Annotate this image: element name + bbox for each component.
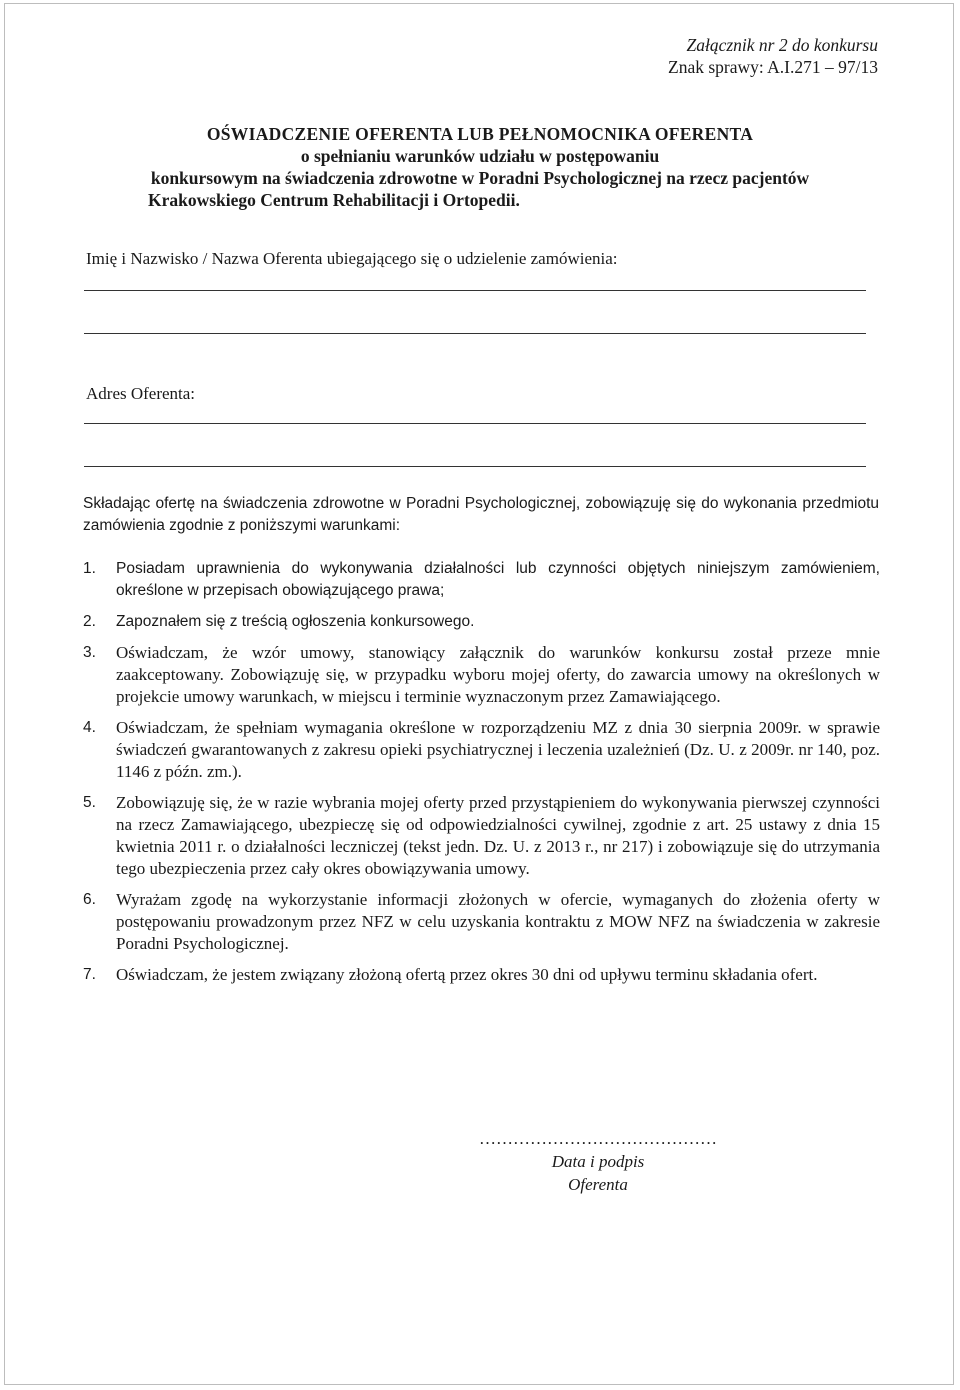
title-line-3: konkursowym na świadczenia zdrowotne w Poradni Psychologicznej na rzecz pacjentów — [150, 168, 810, 188]
item-number: 5. — [83, 794, 96, 811]
offeror-name-label: Imię i Nazwisko / Nazwa Oferenta ubiegającego się o udzielenie zamówienia: — [86, 249, 618, 268]
item-number: 7. — [83, 966, 96, 983]
item-number: 4. — [83, 719, 96, 736]
list-item — [83, 792, 880, 880]
list-item — [83, 964, 880, 986]
list-item — [83, 642, 880, 708]
item-number: 1. — [83, 560, 96, 577]
item-text: Zapoznałem się z treścią ogłoszenia konkursowego. — [116, 613, 475, 630]
case-number: Znak sprawy: A.I.271 – 97/13 — [668, 57, 878, 77]
title-line-4: Krakowskiego Centrum Rehabilitacji i Ortopedii. — [148, 190, 520, 210]
offeror-address-line-1[interactable] — [84, 423, 866, 424]
list-item — [83, 717, 880, 783]
signature-label-date: Data i podpis — [551, 1152, 645, 1171]
offeror-name-line-1[interactable] — [84, 290, 866, 291]
item-text: Posiadam uprawnienia do wykonywania działalności lub czynności objętych niniejszym zamówieniem, określone w przepisach obowiązującego prawa; — [116, 560, 880, 599]
offeror-name-line-2[interactable] — [84, 333, 866, 334]
list-item — [83, 558, 880, 602]
signature-label-offeror: Oferenta — [568, 1175, 628, 1194]
item-text: Oświadczam, że spełniam wymagania określone w rozporządzeniu MZ z dnia 30 sierpnia 2009r. w sprawie świadczeń gwarantowanych z zakresu opieki psychiatrycznej i leczenia uzależnień (Dz. U. z 2009r. nr 140, poz. 1146 z późn. zm.). — [116, 718, 880, 781]
intro-paragraph: Składając ofertę na świadczenia zdrowotne w Poradni Psychologicznej, zobowiązuję się do wykonania przedmiotu zamówienia zgodnie z poniższymi warunkami: — [83, 495, 879, 534]
list-item — [83, 889, 880, 955]
conditions-list — [83, 558, 880, 995]
signature-block — [388, 1127, 808, 1196]
document-header — [668, 34, 878, 78]
title-line-1: OŚWIADCZENIE OFERENTA LUB PEŁNOMOCNIKA OFERENTA — [206, 124, 754, 144]
title-line-2: o spełnianiu warunków udziału w postępowaniu — [300, 146, 660, 166]
attachment-label: Załącznik nr 2 do konkursu — [686, 35, 878, 55]
list-item — [83, 611, 880, 633]
item-text: Wyrażam zgodę na wykorzystanie informacji złożonych w ofercie, wymaganych do złożenia oferty w postępowaniu prowadzonym przez NFZ w celu uzyskania kontraktu z MOW NFZ na świadczenia w zakresie Poradni Psychologicznej. — [116, 890, 880, 953]
item-number: 2. — [83, 613, 96, 630]
offeror-address-line-2[interactable] — [84, 466, 866, 467]
offeror-address-label: Adres Oferenta: — [86, 384, 196, 403]
item-number: 3. — [83, 644, 96, 661]
document-title — [0, 123, 960, 211]
item-text: Oświadczam, że jestem związany złożoną ofertą przez okres 30 dni od upływu terminu składania ofert. — [116, 965, 818, 984]
item-number: 6. — [83, 891, 96, 908]
item-text: Oświadczam, że wzór umowy, stanowiący załącznik do warunków konkursu został przeze mnie zaakceptowany. Zobowiązuję się, w przypadku wyboru mojej oferty, do zawarcia umowy na określonych w projekcie umowy warunkach, w miejscu i terminie wyznaczonym przez Zamawiającego. — [116, 643, 880, 706]
signature-line[interactable]: …………………………………… — [479, 1129, 717, 1148]
item-text: Zobowiązuję się, że w razie wybrania mojej oferty przed przystąpieniem do wykonywania pierwszej czynności na rzecz Zamawiającego, ubezpieczę się od odpowiedzialności cywilnej, zgodnie z art. 25 ustawy z dnia 15 kwietnia 2011 r. o działalności leczniczej (tekst jedn. Dz. U. z 2013 r., nr 217) i zobowiązuje się do utrzymania tego ubezpieczenia przez cały okres obowiązywania umowy. — [116, 793, 880, 878]
